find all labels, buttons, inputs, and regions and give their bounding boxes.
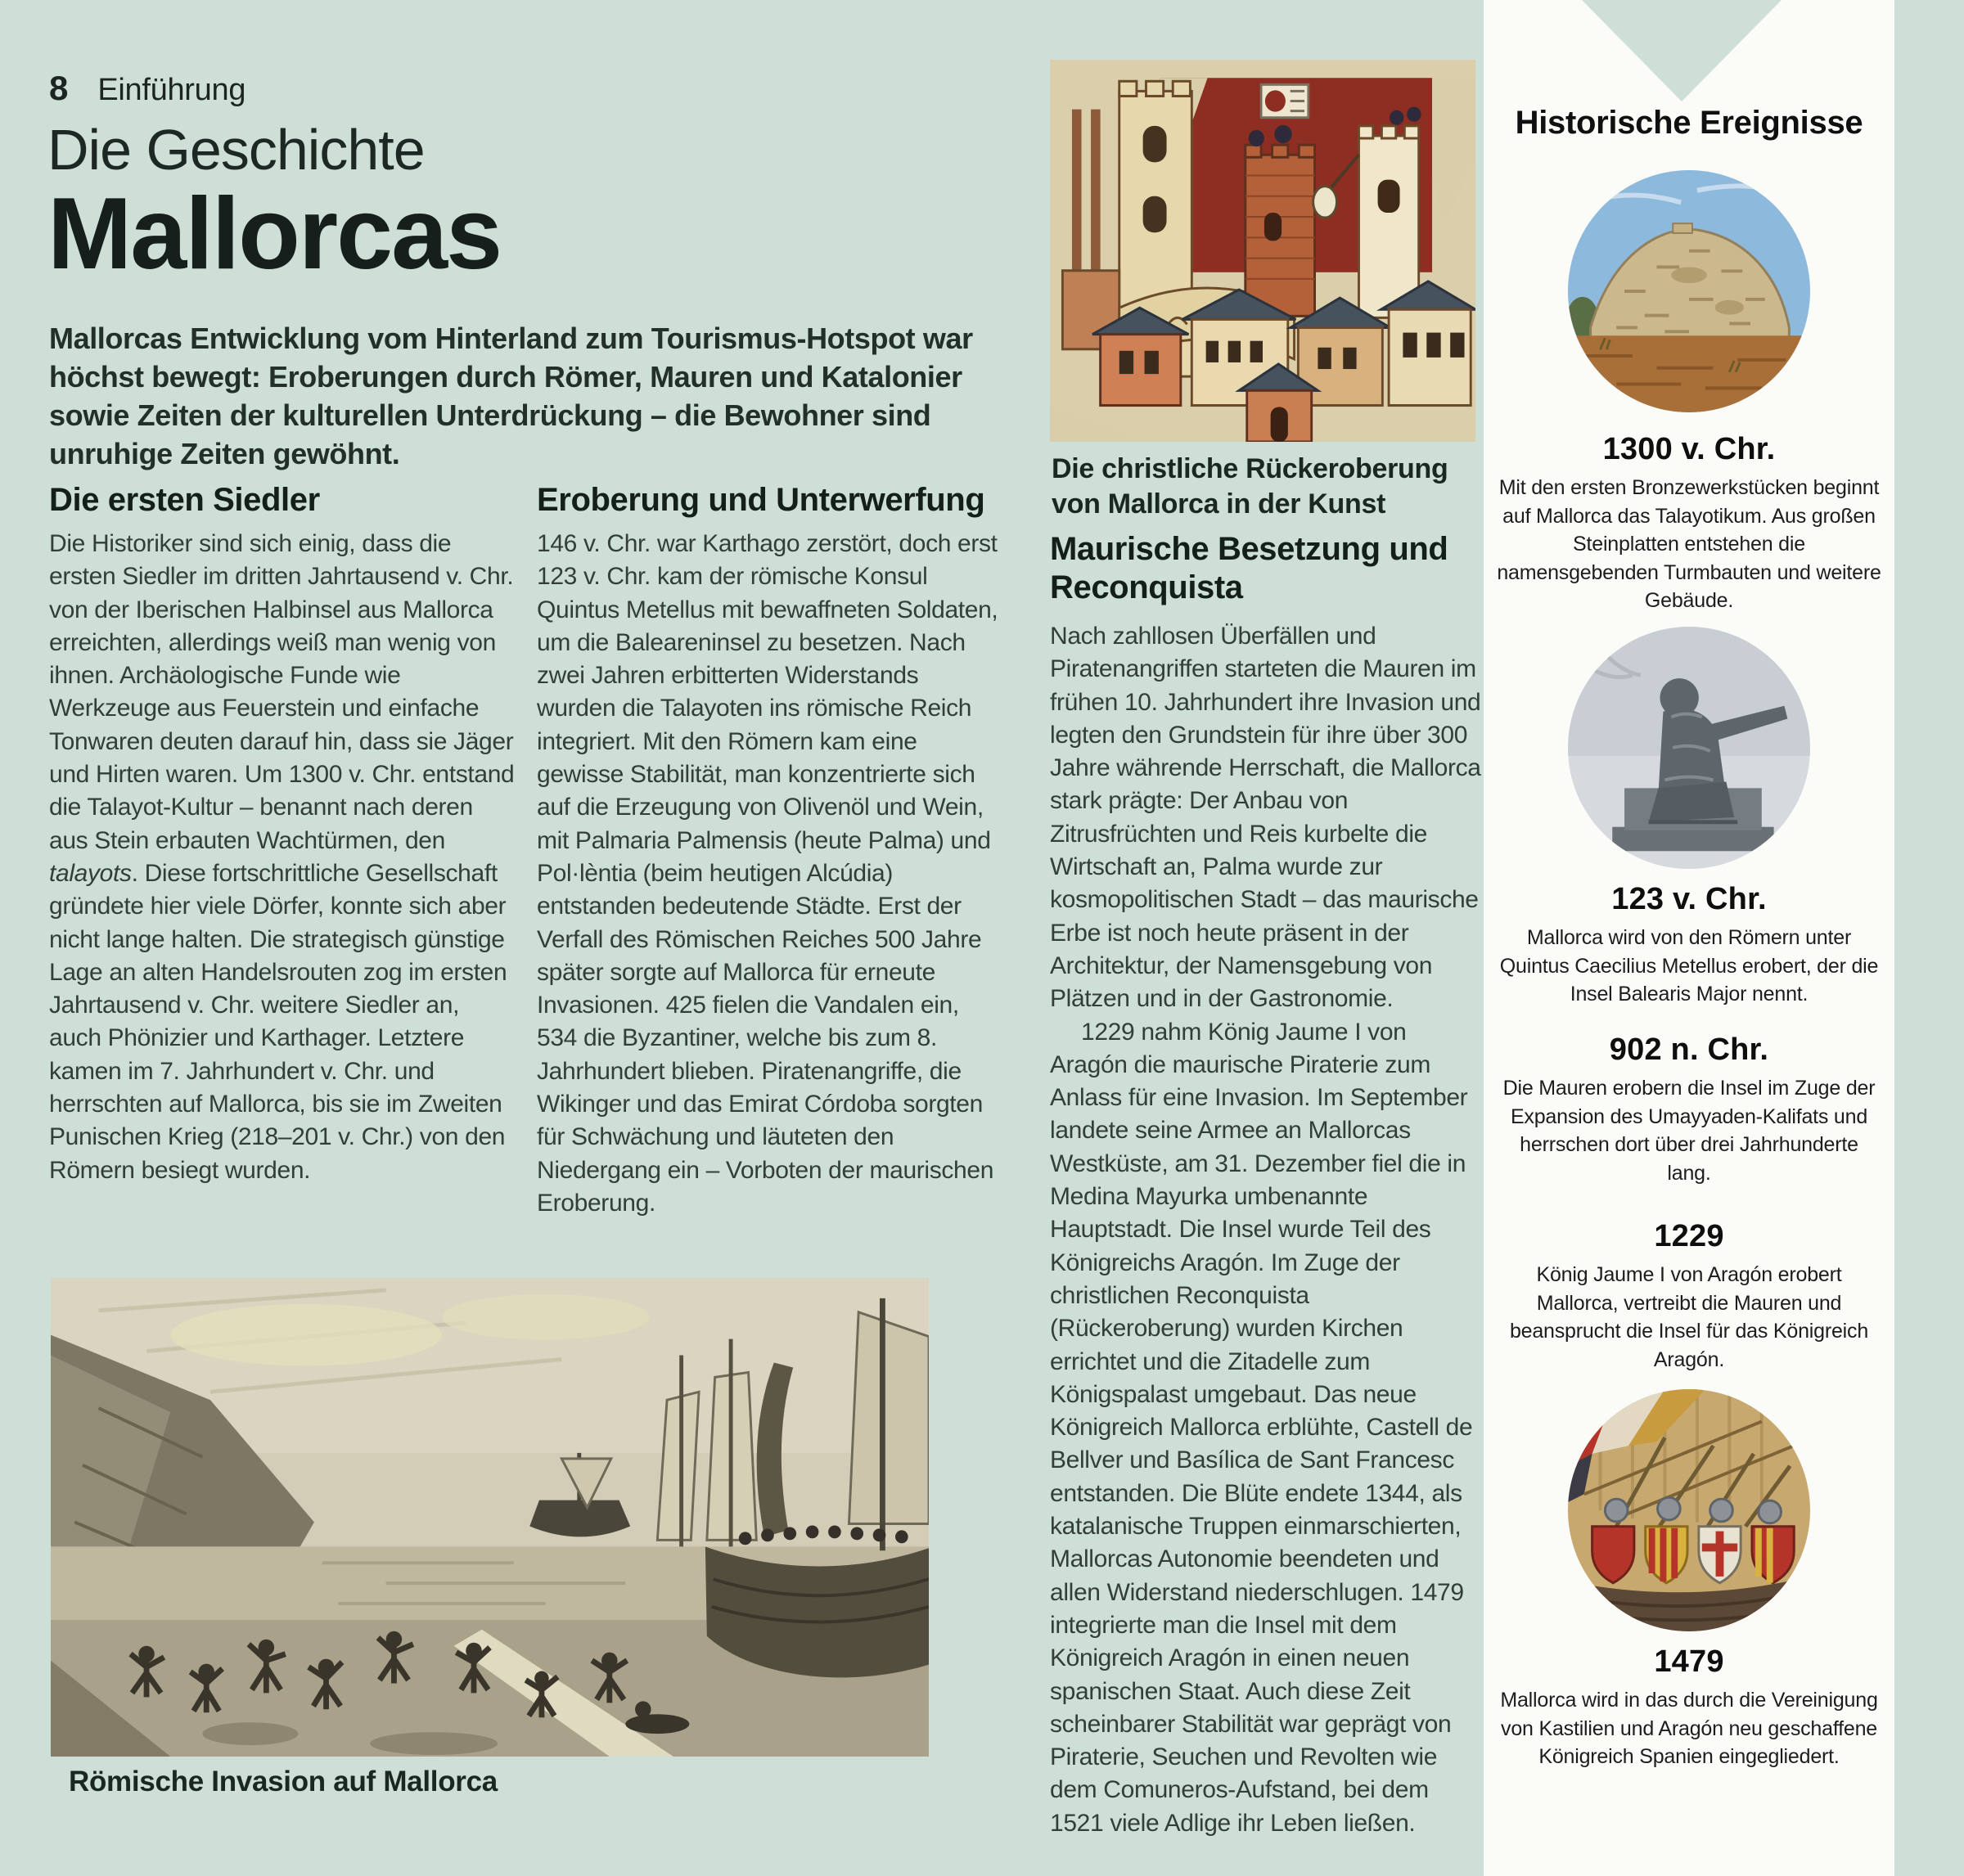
roman-statue-photo: [1568, 627, 1810, 869]
roman-invasion-engraving-illustration: [51, 1278, 929, 1757]
column-heading: Die ersten Siedler: [49, 482, 320, 518]
timeline-event: [1497, 1219, 1881, 1374]
intro-paragraph: Mallorcas Entwicklung vom Hinterland zum Tourismus-Hotspot war höchst bewegt: Eroberungen durch Römer, Mauren und Katalonier sowie Zeiten der kulturellen Unterdrückung – die Bewohner sind unruhige Zeiten gewöhnt.: [49, 322, 973, 470]
column-body: Nach zahllosen Überfällen und Piratenangriffen starteten die Mauren im frühen 10. Jahrhundert ihre Invasion und legten den Grundstein für ihre über 300 Jahre währende Herrschaft, die Mallorca stark prägte: Der Anbau von Zitrusfrüchten und Reis kurbelte die Wirtschaft an, Palma wurde zur kosmopolitischen Stadt – das maurische Erbe ist noch heute präsent in der Architektur, der Namensgebung von Plätzen und in der Gastronomie.: [1050, 623, 1481, 1013]
timeline-event: [1497, 1644, 1881, 1771]
event-year: 1229: [1654, 1219, 1724, 1253]
event-text: Mallorca wird in das durch die Vereinigung von Kastilien und Aragón neu geschaffene Königreich Spanien eingegliedert.: [1500, 1689, 1878, 1768]
event-text: Die Mauren erobern die Insel im Zuge der Expansion des Umayyaden-Kalifats und herrschen dort über drei Jahrhunderte lang.: [1502, 1077, 1876, 1185]
column-body: 146 v. Chr. war Karthago zerstört, doch erst 123 v. Chr. kam der römische Konsul Quintus Metellus mit bewaffneten Soldaten, um die Baleareninsel zu besetzen. Nach zwei Jahren erbitterten Widerstands wurden die Talayoten ins römische Reich integriert. Mit den Römern kam eine gewisse Stabilität, man konzentrierte sich auf die Erzeugung von Olivenöl und Wein, mit Palmaria Palmensis (heute Palma) und Pol·lèntia (beim heutigen Alcúdia) entstanden bedeutende Städte. Erst der Verfall des Römischen Reiches 500 Jahre später sorgte auf Mallorca für erneute Invasionen. 425 fielen die Vandalen ein, 534 die Byzantiner, welche bis zum 8. Jahrhundert blieben. Piratenangriffe, die Wikinger und das Emirat Córdoba sorgten für Schwächung und läuteten den Niedergang ein – Vorboten der maurischen Eroberung.: [537, 530, 998, 1217]
page-number: 8: [49, 69, 69, 107]
title-main: Mallorcas: [47, 178, 502, 290]
page-header: [49, 69, 246, 108]
column-moorish-occupation: [1050, 530, 1485, 1840]
event-year: 1300 v. Chr.: [1602, 432, 1776, 466]
title-kicker: Die Geschichte: [47, 118, 425, 182]
fresco-caption: Die christliche Rückeroberung von Mallorca in der Kunst: [1052, 453, 1448, 520]
column-body: 1229 nahm König Jaume I von Aragón die maurische Piraterie zum Anlass für eine Invasion. Im September landete seine Armee an Mallorcas Westküste, am 31. Dezember fiel die in Medina Mayurka umbenannte Hauptstadt. Die Insel wurde Teil des Königreichs Aragón. Im Zuge der christlichen Reconquista (Rückeroberung) wurden Kirchen errichtet und die Zitadelle zum Königspalast umgebaut. Das neue Königreich Mallorca erblühte, Castell de Bellver und Basílica de Sant Francesc entstanden. Die Blüte endete 1344, als katalanische Truppen einmarschierten, Mallorcas Autonomie beendeten und allen Widerstand niederschlugen. 1479 integrierte man die Insel mit dem Königreich Aragón in einen neuen spanischen Staat. Auch diese Zeit scheinbarer Stabilität war geprägt von Piraterie, Seuchen und Revolten wie dem Comuneros-Aufstand, bei dem 1521 viele Adlige ihr Leben ließen.: [1050, 1018, 1473, 1837]
event-text: Mit den ersten Bronzewerkstücken beginnt auf Mallorca das Talayotikum. Aus großen Steinplatten entstehen die namensgebenden Turmbauten und weitere Gebäude.: [1497, 476, 1881, 612]
column-conquest: [537, 481, 1000, 1220]
timeline-event: [1497, 882, 1881, 1009]
talayot-photo-illustration: [1568, 170, 1810, 412]
timeline-event: [1497, 432, 1881, 615]
talayot-tower-photo: [1568, 170, 1810, 412]
page-title: [47, 118, 502, 290]
event-text: Mallorca wird von den Römern unter Quintus Caecilius Metellus erobert, der die Insel Balearis Major nennt.: [1499, 926, 1879, 1005]
event-text: König Jaume I von Aragón erobert Mallorca, vertreibt die Mauren und beansprucht die Insel für das Königreich Aragón.: [1509, 1263, 1869, 1371]
event-year: 902 n. Chr.: [1609, 1032, 1769, 1067]
event-year: 123 v. Chr.: [1611, 882, 1767, 916]
timeline-event: [1497, 1032, 1881, 1187]
column-body: Die Historiker sind sich einig, dass die ersten Siedler im dritten Jahrtausend v. Chr. von der Iberischen Halbinsel aus Mallorca erreichten, allerdings weiß man wenig von ihnen. Archäologische Funde wie Werkzeuge aus Feuerstein und einfache Tonwaren deuten darauf hin, dass sie Jäger und Hirten waren. Um 1300 v. Chr. entstand die Talayot-Kultur – benannt nach deren aus Stein erbauten Wachtürmen, den talayots. Diese fortschrittliche Gesellschaft gründete hier viele Dörfer, konnte sich aber nicht lange halten. Die strategisch günstige Lage an alten Handelsrouten zog im ersten Jahrtausend v. Chr. weitere Siedler an, auch Phönizier und Karthager. Letztere kamen im 7. Jahrhundert v. Chr. und herrschten auf Mallorca, bis sie im Zweiten Punischen Krieg (218–201 v. Chr.) von den Römern besiegt wurden.: [49, 530, 515, 1184]
column-heading: Eroberung und Unterwerfung: [537, 482, 985, 518]
medieval-ships-painting: [1568, 1389, 1810, 1631]
ships-painting-illustration: [1568, 1389, 1810, 1631]
chevron-down-icon: [1582, 0, 1782, 101]
column-heading: Maurische Besetzung und Reconquista: [1050, 531, 1448, 605]
fresco-image: [1050, 60, 1475, 442]
event-year: 1479: [1654, 1644, 1724, 1679]
engraving-image: [51, 1278, 929, 1757]
statue-photo-illustration: [1568, 627, 1810, 869]
section-label: Einführung: [97, 73, 246, 107]
engraving-caption: Römische Invasion auf Mallorca: [69, 1766, 498, 1797]
medieval-fresco-illustration: [1050, 60, 1475, 442]
column-first-settlers: [49, 481, 517, 1187]
sidebar-heading: Historische Ereignisse: [1515, 105, 1863, 141]
